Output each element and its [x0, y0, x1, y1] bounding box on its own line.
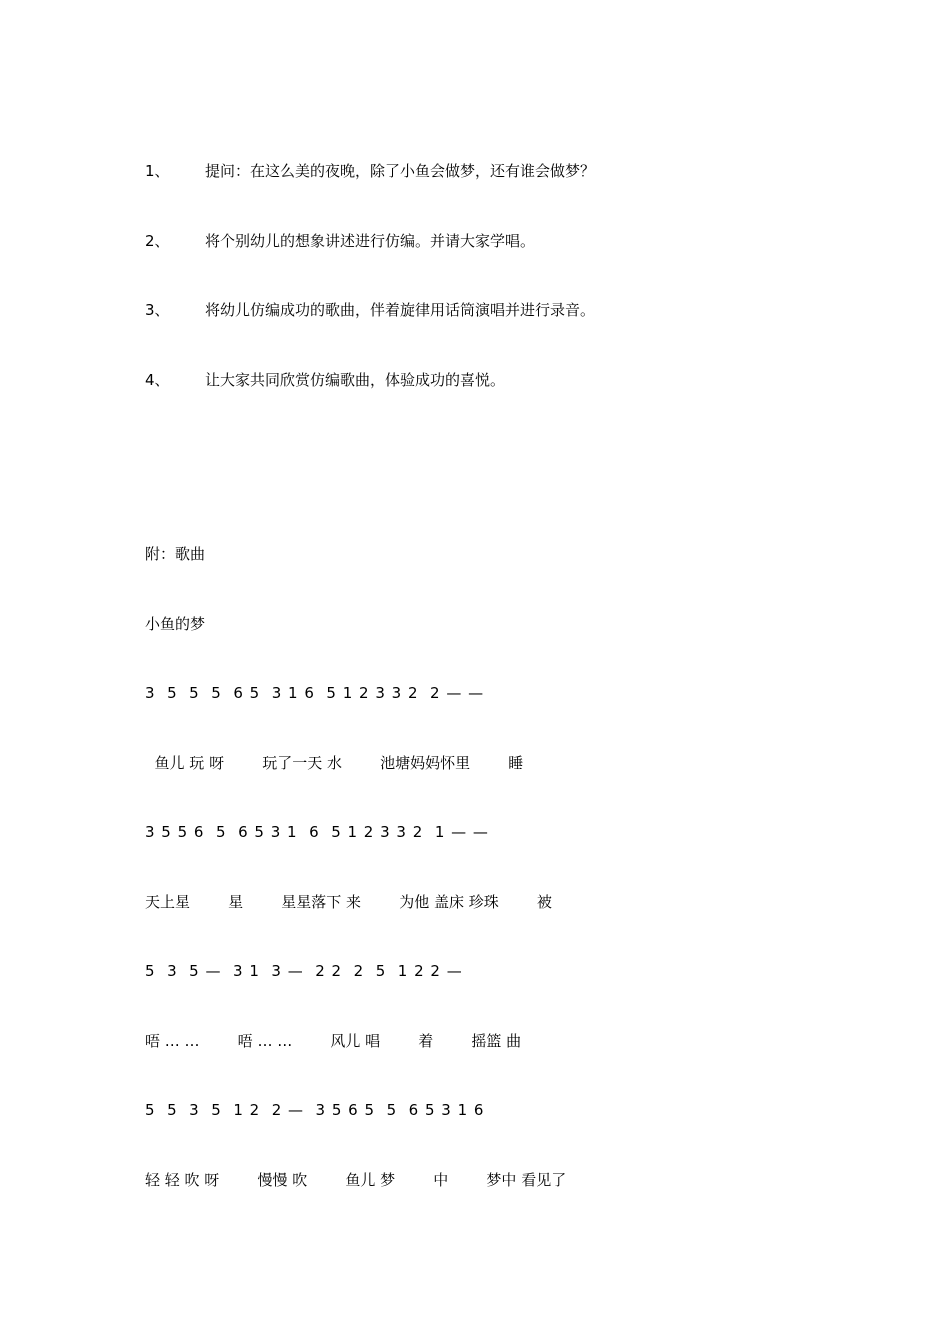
step-2-number: 2、	[145, 232, 170, 250]
song-notation-line-2: 3 5 5 6 5 6 5 3 1 6 5 1 2 3 3 2 1 — —	[145, 823, 489, 841]
song-notation-line-3: 5 3 5 — 3 1 3 — 2 2 2 5 1 2 2 —	[145, 962, 463, 980]
step-1-number: 1、	[145, 162, 170, 180]
step-2-text: 将个别幼儿的想象讲述进行仿编。并请大家学唱。	[205, 232, 536, 250]
song-lyrics-line-1: 鱼儿 玩 呀 玩了一天 水 池塘妈妈怀里 睡	[145, 754, 524, 772]
song-lyrics-line-4: 轻 轻 吹 呀 慢慢 吹 鱼儿 梦 中 梦中 看见了	[145, 1171, 567, 1189]
song-title: 小鱼的梦	[145, 615, 206, 633]
step-4-text: 让大家共同欣赏仿编歌曲，体验成功的喜悦。	[205, 371, 506, 389]
song-lyrics-line-3: 唔 … … 唔 … … 风儿 唱 着 摇篮 曲	[145, 1032, 522, 1050]
step-3-text: 将幼儿仿编成功的歌曲，伴着旋律用话筒演唱并进行录音。	[205, 301, 596, 319]
song-lyrics-line-2: 天上星 星 星星落下 来 为他 盖床 珍珠 被	[145, 893, 552, 911]
song-notation-line-1: 3 5 5 5 6 5 3 1 6 5 1 2 3 3 2 2 — —	[145, 684, 485, 702]
song-notation-line-4: 5 5 3 5 1 2 2 — 3 5 6 5 5 6 5 3 1 6	[145, 1101, 485, 1119]
step-3-number: 3、	[145, 301, 170, 319]
step-1-text: 提问：在这么美的夜晚，除了小鱼会做梦，还有谁会做梦？	[205, 162, 596, 180]
appendix-label: 附：歌曲	[145, 545, 206, 563]
step-4-number: 4、	[145, 371, 170, 389]
